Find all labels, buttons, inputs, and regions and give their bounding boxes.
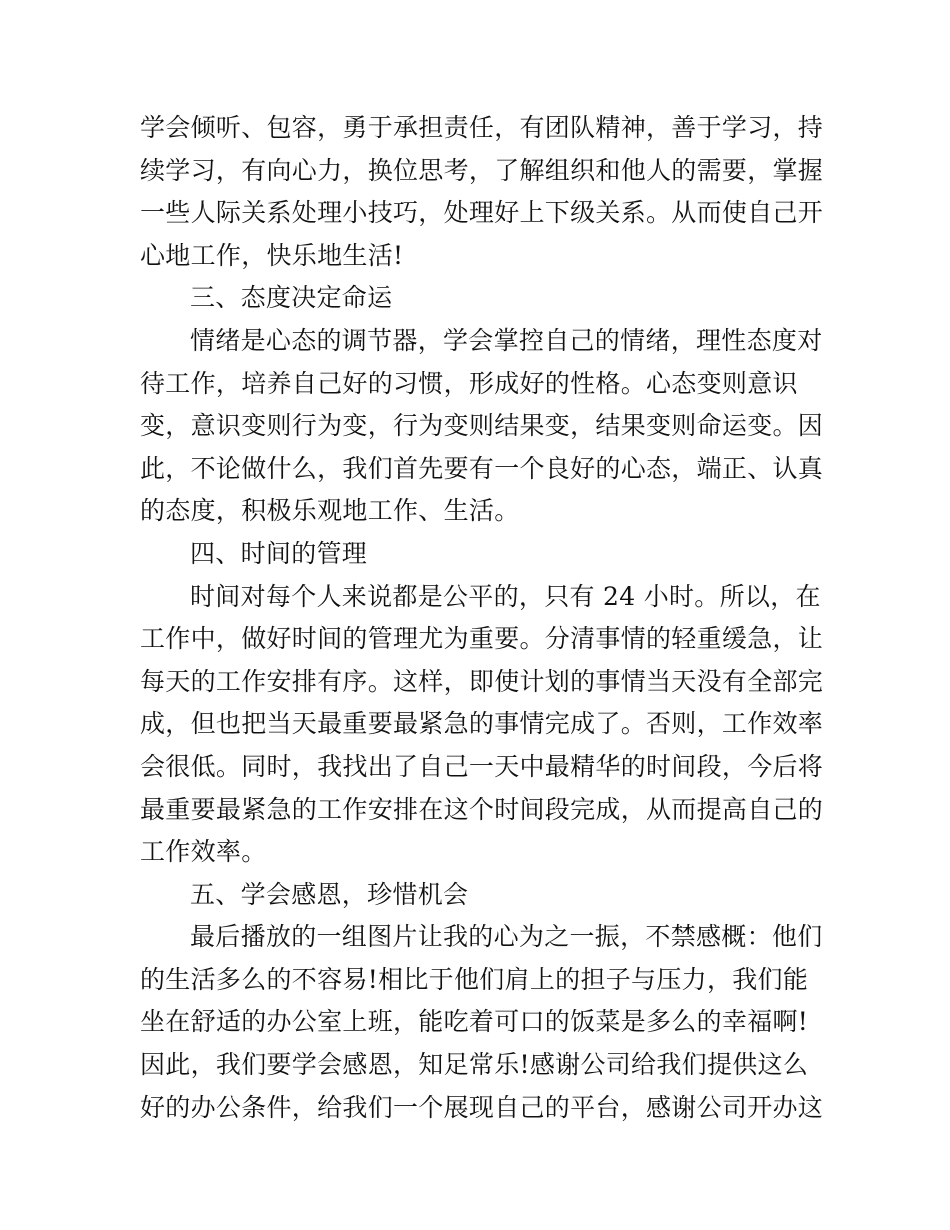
text-line: 好的办公条件，给我们一个展现自己的平台，感谢公司开办这 [140, 1092, 824, 1122]
text-line: 续学习，有向心力，换位思考，了解组织和他人的需要，掌握 [140, 155, 824, 185]
text-line: 时间对每个人来说都是公平的，只有 24 小时。所以，在 [190, 581, 821, 611]
text-line: 学会倾听、包容，勇于承担责任，有团队精神，善于学习，持 [140, 113, 824, 142]
text-line: 情绪是心态的调节器，学会掌控自己的情绪，理性态度对 [190, 325, 823, 355]
section-heading: 三、态度决定命运 [190, 283, 393, 313]
section-heading: 四、时间的管理 [190, 538, 368, 568]
text-line: 工作中，做好时间的管理尤为重要。分清事情的轻重缓急，让 [140, 624, 824, 654]
text-line: 会很低。同时，我找出了自己一天中最精华的时间段，今后将 [140, 751, 824, 781]
section-heading: 五、学会感恩，珍惜机会 [190, 879, 469, 909]
text-line: 变，意识变则行为变，行为变则结果变，结果变则命运变。因 [140, 411, 824, 441]
text-line: 心地工作，快乐地生活! [140, 240, 404, 270]
document-body [140, 107, 824, 1129]
text-line: 坐在舒适的办公室上班，能吃着可口的饭菜是多么的幸福啊! [140, 1007, 809, 1037]
text-line: 每天的工作安排有序。这样，即使计划的事情当天没有全部完 [140, 666, 824, 696]
text-line: 的生活多么的不容易!相比于他们肩上的担子与压力，我们能 [140, 964, 809, 994]
text-line: 待工作，培养自己好的习惯，形成好的性格。心态变则意识 [140, 368, 798, 398]
text-line: 的态度，积极乐观地工作、生活。 [140, 496, 520, 526]
text-line: 最重要最紧急的工作安排在这个时间段完成，从而提高自己的 [140, 794, 824, 824]
text-line: 一些人际关系处理小技巧，处理好上下级关系。从而使自己开 [140, 198, 824, 228]
text-line: 因此，我们要学会感恩，知足常乐!感谢公司给我们提供这么 [140, 1050, 809, 1080]
text-line: 工作效率。 [140, 837, 267, 867]
text-line: 成，但也把当天最重要最紧急的事情完成了。否则，工作效率 [140, 709, 824, 739]
text-line: 最后播放的一组图片让我的心为之一振，不禁感概：他们 [190, 922, 823, 952]
text-line: 此，不论做什么，我们首先要有一个良好的心态，端正、认真 [140, 453, 824, 483]
